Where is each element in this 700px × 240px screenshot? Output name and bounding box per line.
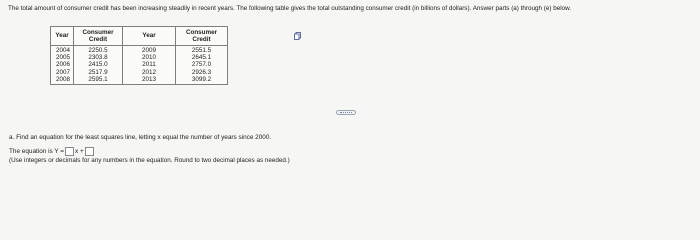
equation-prefix: The equation is Y =	[9, 148, 65, 155]
header-credit-left: Consumer Credit	[74, 27, 123, 46]
years-right-cell	[123, 46, 176, 85]
table-cell: 3099.2	[191, 75, 212, 83]
table-cell: 2013	[142, 75, 157, 83]
table-cell: 2595.1	[88, 75, 108, 83]
table-cell: 2011	[142, 61, 156, 69]
table-cell: 2005	[56, 54, 71, 62]
table-cell: 2010	[142, 54, 157, 62]
table-cell: 2517.9	[88, 68, 108, 76]
header-year-left: Year	[51, 27, 74, 46]
table-cell: 2551.5	[191, 47, 212, 54]
table-cell: 2415.0	[88, 61, 108, 69]
table-cell: 2757.0	[191, 61, 212, 69]
table-cell: 2009	[142, 47, 157, 54]
table-cell: 2004	[56, 47, 71, 54]
credits-left-cell	[74, 46, 123, 85]
credits-right-cell	[176, 46, 228, 85]
header-year-right: Year	[123, 27, 176, 46]
header-credit-right: Consumer Credit	[176, 27, 228, 46]
copy-icon[interactable]	[294, 27, 301, 35]
table-cell: 2645.1	[191, 54, 212, 62]
equation-line	[9, 147, 95, 156]
credit-data-table	[50, 26, 228, 85]
table-cell: 2008	[56, 75, 71, 83]
slope-input[interactable]	[65, 147, 74, 156]
ellipsis-icon[interactable]	[336, 110, 356, 115]
table-cell: 2303.8	[88, 54, 108, 62]
table-cell: 2012	[142, 68, 157, 76]
intercept-input[interactable]	[85, 147, 94, 156]
table-cell: 2250.5	[88, 47, 108, 54]
table-cell: 2006	[56, 61, 71, 69]
part-a-prompt: a. Find an equation for the least squares line, letting x equal the number of years since 2000.	[9, 134, 272, 141]
table-cell: 2007	[56, 68, 71, 76]
table-cell: 2926.3	[191, 68, 212, 76]
years-left-cell	[51, 46, 74, 85]
equation-x-label: x +	[75, 148, 84, 155]
question-intro: The total amount of consumer credit has been increasing steadily in recent years. The following table gives the total outstanding consumer credit (in billions of dollars). Answer parts (a) through (e) below.	[8, 5, 572, 12]
rounding-hint: (Use integers or decimals for any numbers in the equation. Round to two decimal places as needed.)	[9, 157, 290, 164]
